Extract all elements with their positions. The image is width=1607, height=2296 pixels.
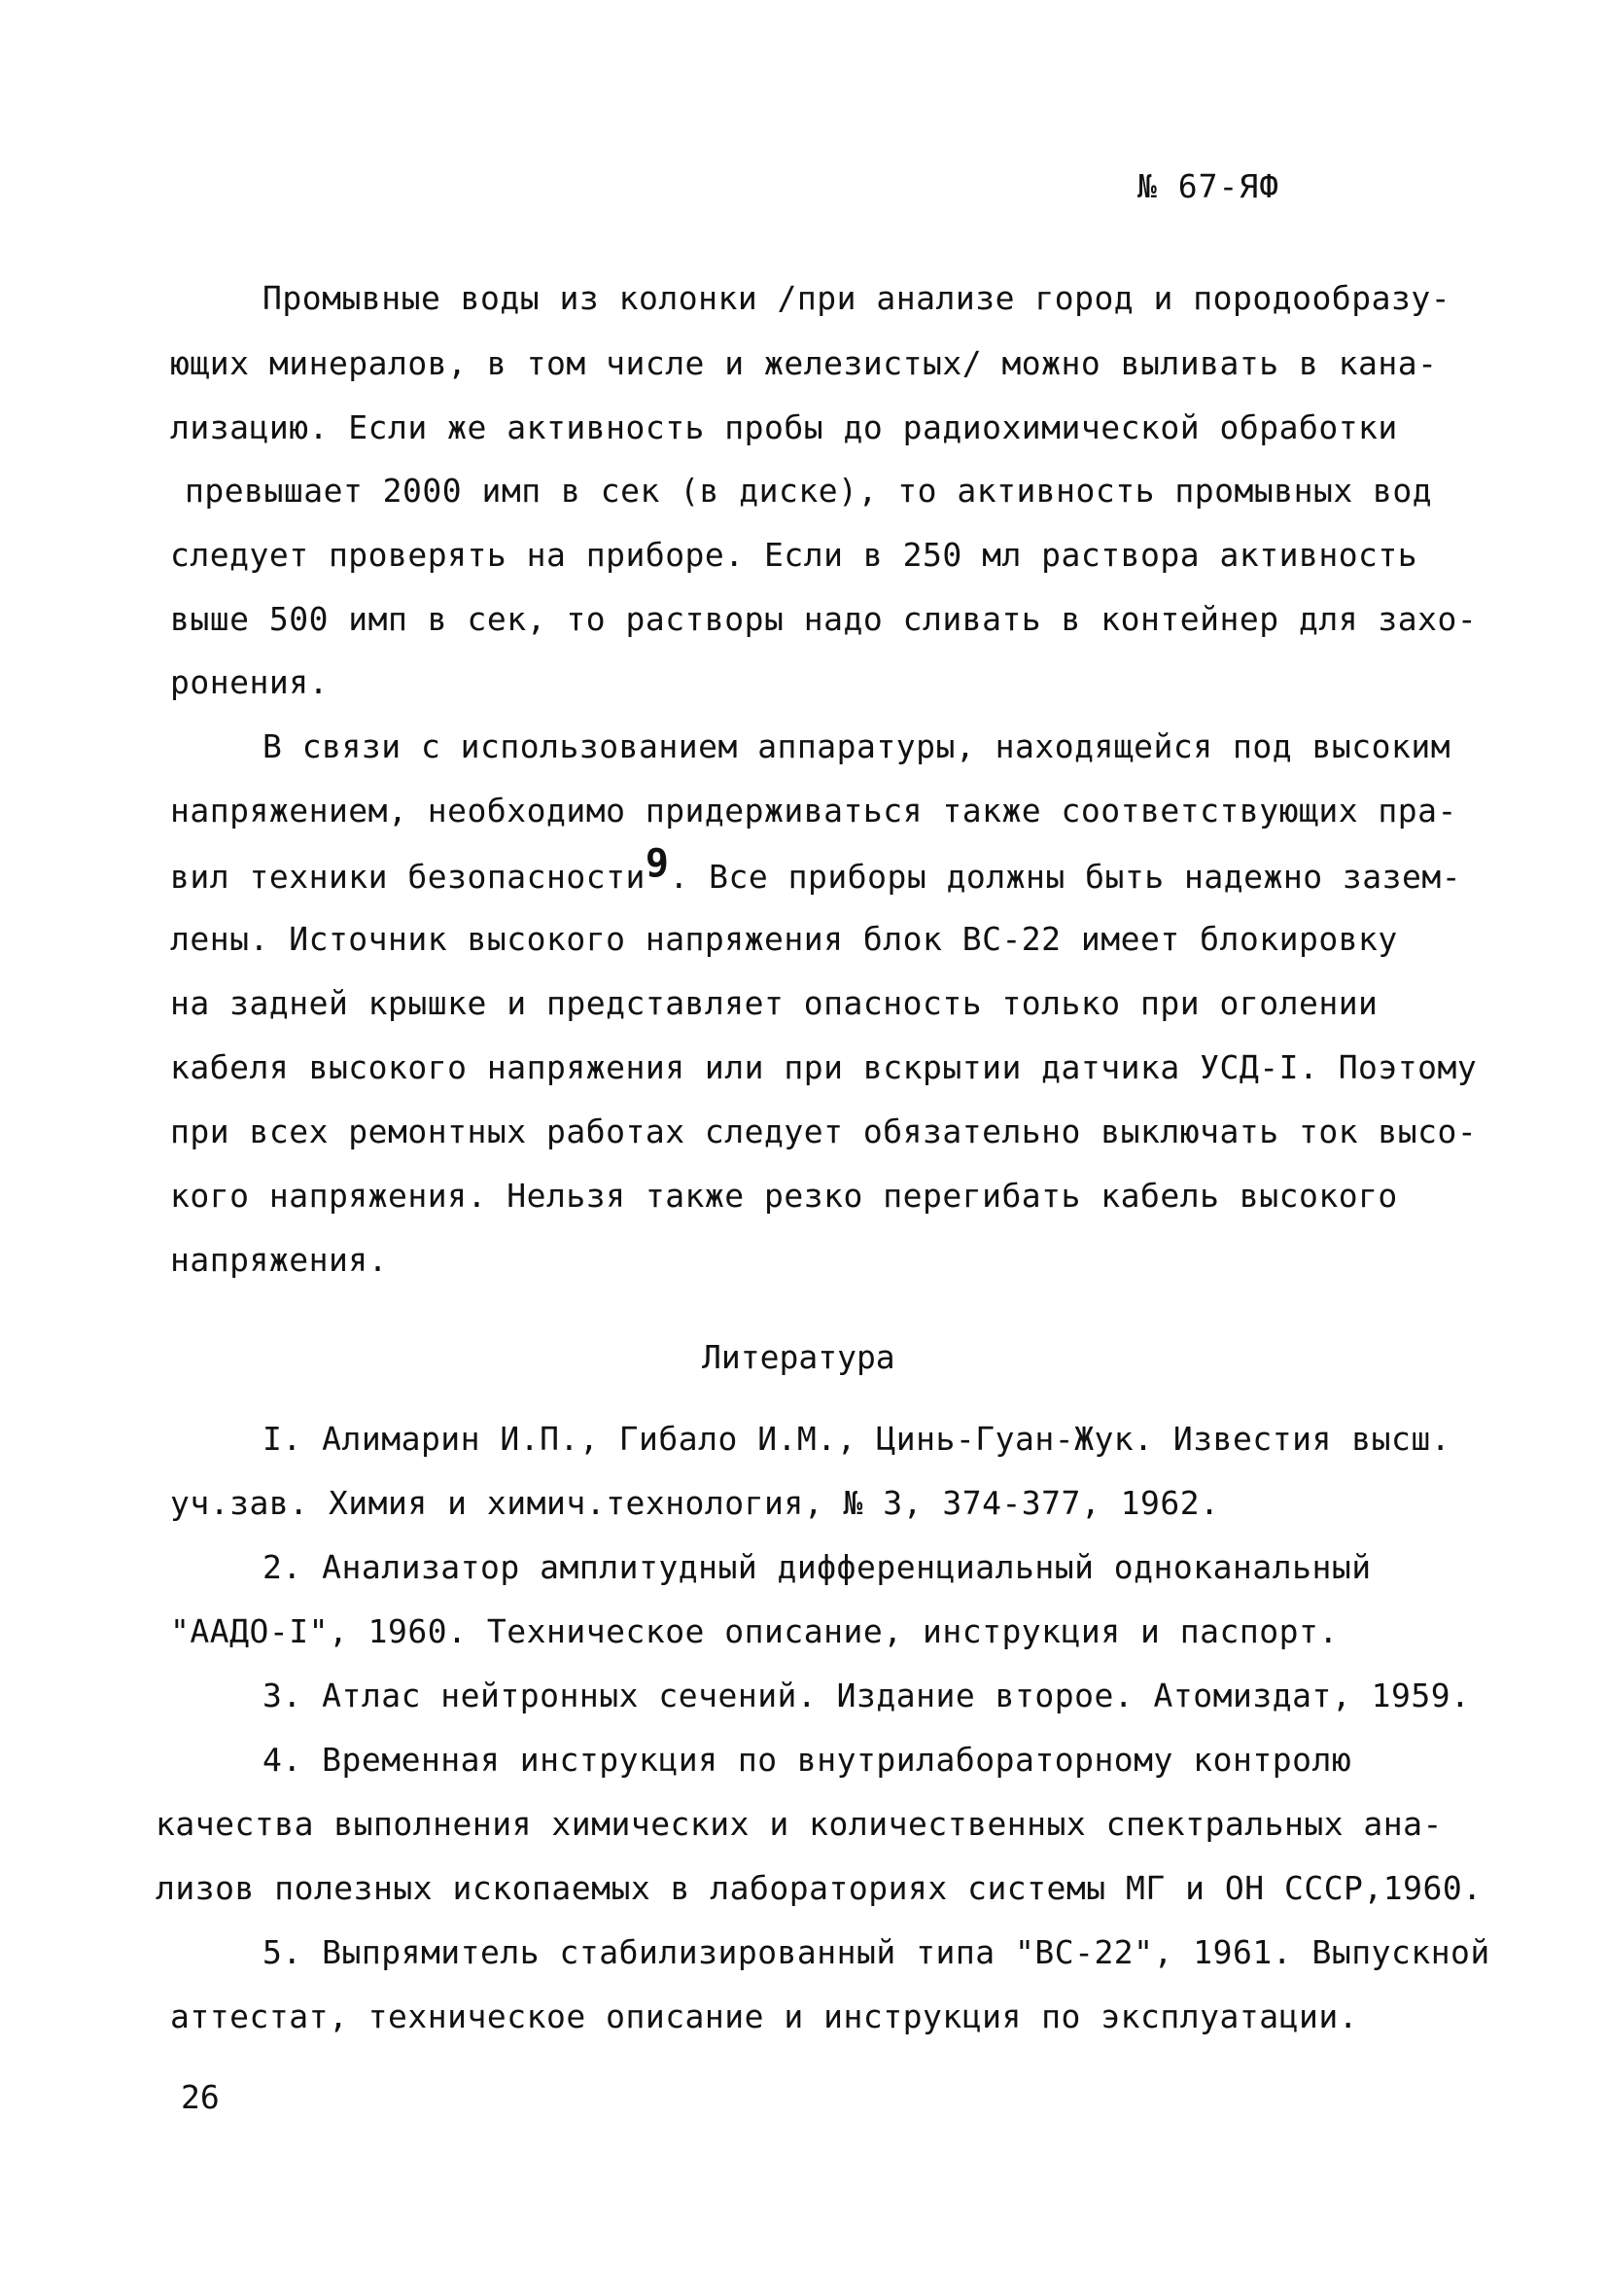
paragraph-2-line-7: при всех ремонтных работах следует обязательно выключать ток высо- (170, 1113, 1478, 1150)
paragraph-1-line-1: Промывные воды из колонки /при анализе город и породообразу- (262, 279, 1451, 317)
paragraph-1-line-4: превышает 2000 имп в сек (в диске), то активность промывных вод (185, 472, 1433, 510)
paragraph-1-line-3: лизацию. Если же активность пробы до радиохимической обработки (170, 408, 1398, 446)
reference-5-line-1: 5. Выпрямитель стабилизированный типа "ВС-22", 1961. Выпускной (262, 1933, 1490, 1971)
reference-5-line-2: аттестат, техническое описание и инструкция по эксплуатации. (170, 1997, 1359, 2035)
paragraph-2-line-5: на задней крышке и представляет опасность только при оголении (170, 984, 1379, 1022)
reference-3-line-1: 3. Атлас нейтронных сечений. Издание второе. Атомиздат, 1959. (262, 1677, 1471, 1714)
paragraph-2-line-6: кабеля высокого напряжения или при вскрытии датчика УСД-I. Поэтому (170, 1048, 1478, 1086)
page-number: 26 (181, 2078, 220, 2116)
reference-4-line-3: лизов полезных ископаемых в лабораториях системы МГ и ОН СССР,1960. (156, 1869, 1483, 1907)
paragraph-2-line-1: В связи с использованием аппаратуры, находящейся под высоким (262, 727, 1451, 765)
paragraph-1-line-5: следует проверять на приборе. Если в 250 мл раствора активность (170, 536, 1418, 574)
reference-4-line-2: качества выполнения химических и количественных спектральных ана- (156, 1805, 1443, 1843)
document-number: № 67-ЯФ (1137, 167, 1280, 205)
paragraph-1-line-7: ронения. (170, 663, 329, 701)
paragraph-1-line-2: ющих минералов, в том числе и железистых/ можно выливать в кана- (170, 344, 1438, 382)
references-heading: Литература (702, 1338, 895, 1376)
paragraph-2-line-4: лены. Источник высокого напряжения блок ВС-22 имеет блокировку (170, 920, 1398, 958)
footnote-mark: 9 (645, 841, 670, 886)
paragraph-2-line-3-end: . Все приборы должны быть надежно зазем- (669, 858, 1462, 896)
reference-2-line-2: "ААДО-I", 1960. Техническое описание, инструкция и паспорт. (170, 1612, 1339, 1650)
reference-4-line-1: 4. Временная инструкция по внутрилабораторному контролю (262, 1741, 1352, 1779)
paragraph-2-line-3 (170, 841, 1462, 899)
paragraph-2-line-8: кого напряжения. Нельзя также резко перегибать кабель высокого (170, 1177, 1398, 1215)
paragraph-2-line-9: напряжения. (170, 1241, 389, 1279)
reference-1-line-1: I. Алимарин И.П., Гибало И.М., Цинь-Гуан-Жук. Известия высш. (262, 1420, 1451, 1458)
reference-1-line-2: уч.зав. Химия и химич.технология, № 3, 374-377, 1962. (170, 1484, 1220, 1522)
paragraph-1-line-6: выше 500 имп в сек, то растворы надо сливать в контейнер для захо- (170, 600, 1478, 638)
reference-2-line-1: 2. Анализатор амплитудный дифференциальный одноканальный (262, 1548, 1372, 1586)
paragraph-2-line-3-start: вил техники безопасности (170, 858, 646, 896)
paragraph-2-line-2: напряжением, необходимо придерживаться также соответствующих пра- (170, 792, 1457, 830)
